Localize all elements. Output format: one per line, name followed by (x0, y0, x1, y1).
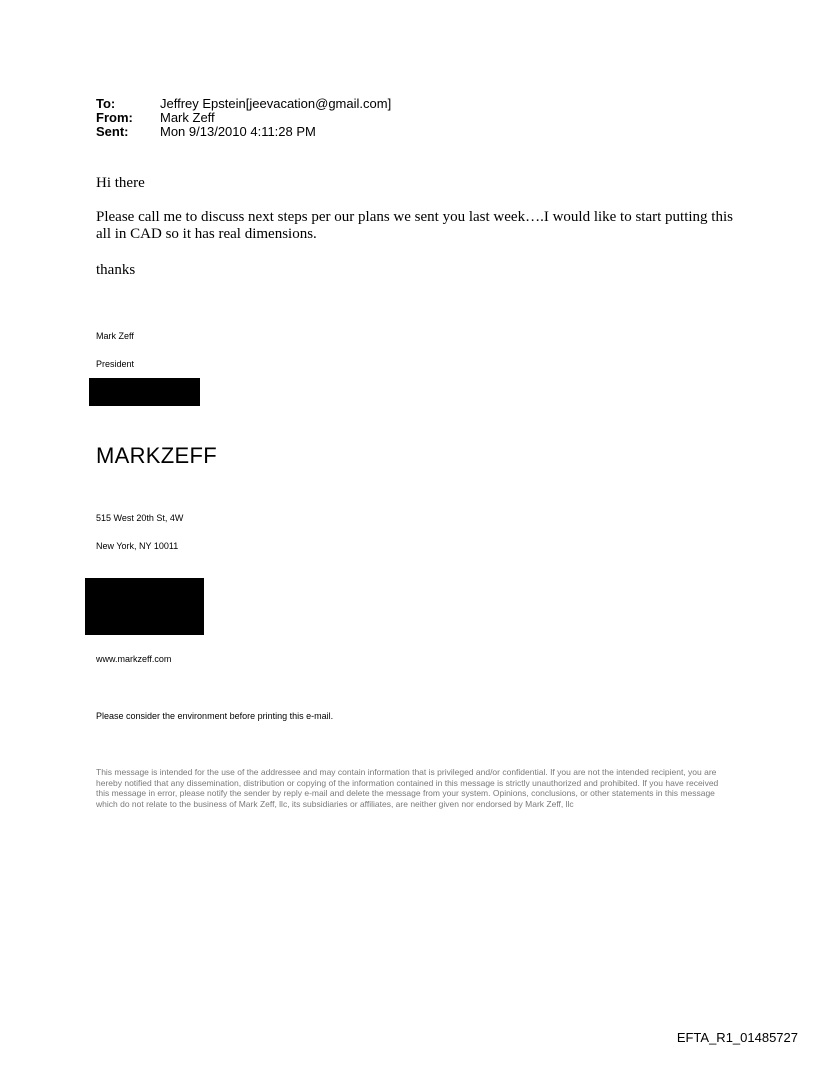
from-label: From: (96, 110, 133, 125)
email-greeting: Hi there (96, 175, 145, 191)
sent-label: Sent: (96, 124, 129, 139)
email-body-paragraph: Please call me to discuss next steps per our plans we sent you last week….I would like to start putting this all in CAD so it has real dimensions. (96, 209, 733, 242)
from-row (96, 111, 391, 125)
email-closing: thanks (96, 262, 136, 278)
website-text: www.markzeff.com (96, 654, 172, 664)
to-label: To: (96, 96, 116, 111)
to-row (96, 97, 391, 111)
redaction-box (89, 378, 200, 406)
signature-title: President (96, 359, 135, 369)
confidentiality-disclaimer: This message is intended for the use of the addressee and may contain information that is privileged and/or confidential. If you are not the intended recipient, you are hereby notified that any dissemination, distribution or copying of the information contained in this message is strictly unauthorized and prohibited. If you have received this message in error, please notify the sender by reply e-mail and delete the message from your system. Opinions, conclusions, or other statements in this message which do not relate to the business of Mark Zeff, llc, its subsidiaries or affiliates, are neither given nor endorsed by Mark Zeff, llc (96, 767, 719, 809)
company-name: MARKZEFF (96, 443, 217, 468)
to-value: Jeffrey Epstein[jeevacation@gmail.com] (160, 96, 392, 111)
document-id: EFTA_R1_01485727 (676, 1030, 798, 1045)
redaction-box (85, 578, 204, 635)
address-line-2: New York, NY 10011 (96, 541, 179, 551)
email-header (96, 97, 391, 139)
signature-name: Mark Zeff (96, 331, 134, 341)
sent-value: Mon 9/13/2010 4:11:28 PM (160, 124, 316, 139)
environment-note: Please consider the environment before printing this e-mail. (96, 711, 334, 721)
from-value: Mark Zeff (160, 110, 215, 125)
sent-row (96, 125, 391, 139)
address-line-1: 515 West 20th St, 4W (96, 513, 184, 523)
